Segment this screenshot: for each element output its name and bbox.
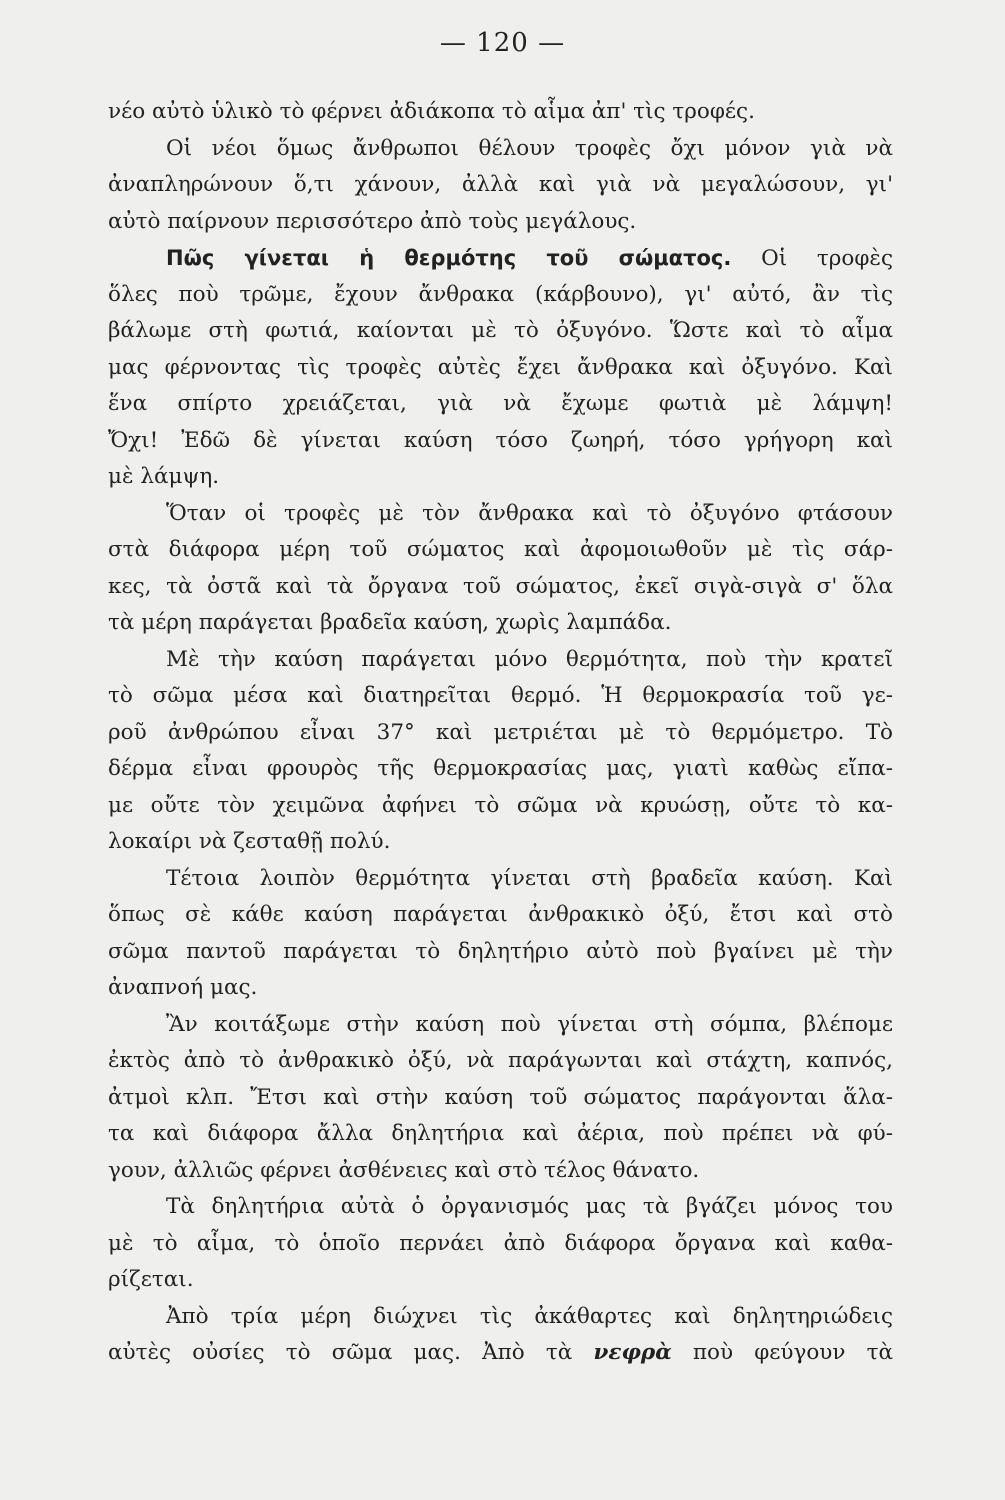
text-line: σῶμα παντοῦ παράγεται τὸ δηλητήριο αὐτὸ ποὺ βγαίνει μὲ τὴν [108,938,893,964]
section-heading: Πῶς γίνεται ἡ θερμότης τοῦ σώματος. [166,246,732,270]
page-number: — 120 — [439,28,566,58]
text-line: ἕνα σπίρτο χρειάζεται, γιὰ νὰ ἔχωμε φωτιὰ μὲ λάμψη! [108,391,893,416]
body-text [108,94,893,1372]
emphasized-term: νεφρὰ [593,1340,672,1365]
text-line: ὅλες ποὺ τρῶμε, ἔχουν ἄνθρακα (κάρβουνο), γι' αὐτό, ἂν τὶς [108,281,893,307]
text-line: Ὅταν οἱ τροφὲς μὲ τὸν ἄνθρακα καὶ τὸ ὀξυγόνο φτάσουν [166,500,893,526]
text-line: ἀναπνοή μας. [108,975,258,1000]
text-line: ἐκτὸς ἀπὸ τὸ ἀνθρακικὸ ὀξύ, νὰ παράγωνται καὶ στάχτη, καπνός, [108,1048,893,1073]
text-line: Ἂν κοιτάξωμε στὴν καύση ποὺ γίνεται στὴ σόμπα, βλέπομε [166,1011,893,1037]
text-line: Μὲ τὴν καύση παράγεται μόνο θερμότητα, ποὺ τὴν κρατεῖ [166,646,893,672]
text-run: Οἱ τροφὲς [731,246,893,271]
text-line: στὰ διάφορα μέρη τοῦ σώματος καὶ ἀφομοιωθοῦν μὲ τὶς σάρ- [108,537,893,562]
text-line: νέο αὐτὸ ὑλικὸ τὸ φέρνει ἀδιάκοπα τὸ αἷμα ἀπ' τὶς τροφές. [108,99,755,124]
text-line: ροῦ ἀνθρώπου εἶναι 37° καὶ μετριέται μὲ τὸ θερμόμετρο. Τὸ [108,719,893,745]
text-line: Οἱ νέοι ὅμως ἄνθρωποι θέλουν τροφὲς ὄχι μόνον γιὰ νὰ [166,135,893,161]
text-line: ἀναπληρώνουν ὅ,τι χάνουν, ἀλλὰ καὶ γιὰ νὰ μεγαλώσουν, γι' [108,172,893,197]
text-line: ρίζεται. [108,1267,194,1292]
text-line: Τὰ δηλητήρια αὐτὰ ὁ ὀργανισμός μας τὰ βγάζει μόνος του [166,1194,893,1219]
text-line: Ὄχι! Ἐδῶ δὲ γίνεται καύση τόσο ζωηρή, τόσο γρήγορη καὶ [108,427,893,453]
text-line: δέρμα εἶναι φρουρὸς τῆς θερμοκρασίας μας, γιατὶ καθὼς εἴπα- [108,756,893,781]
text-run: ποὺ φεύγουν τὰ [671,1340,894,1365]
text-line: κες, τὰ ὀστᾶ καὶ τὰ ὄργανα τοῦ σώματος, ἐκεῖ σιγὰ-σιγὰ σ' ὅλα [108,573,893,599]
text-line: λοκαίρι νὰ ζεσταθῇ πολύ. [108,829,391,854]
text-line: μας φέρνοντας τὶς τροφὲς αὐτὲς ἔχει ἄνθρακα καὶ ὀξυγόνο. Καὶ [108,354,893,380]
text-run: αὐτὲς οὐσίες τὸ σῶμα μας. Ἀπὸ τὰ [108,1340,594,1365]
text-line: μὲ τὸ αἷμα, τὸ ὁποῖο περνάει ἀπὸ διάφορα ὄργανα καὶ καθα- [108,1230,893,1256]
text-line: Τέτοια λοιπὸν θερμότητα γίνεται στὴ βραδεῖα καύση. Καὶ [166,865,893,891]
text-line: τὸ σῶμα μέσα καὶ διατηρεῖται θερμό. Ἡ θερμοκρασία τοῦ γε- [108,683,893,708]
text-line: ἀτμοὶ κλπ. Ἔτσι καὶ στὴν καύση τοῦ σώματος παράγονται ἅλα- [108,1084,893,1110]
text-line: αὐτὸ παίρνουν περισσότερο ἀπὸ τοὺς μεγάλους. [108,208,637,234]
text-line: με οὔτε τὸν χειμῶνα ἀφήνει τὸ σῶμα νὰ κρυώσῃ, οὔτε τὸ κα- [108,792,893,818]
text-line: ὅπως σὲ κάθε καύση παράγεται ἀνθρακικὸ ὀξύ, ἔτσι καὶ στὸ [108,902,893,927]
text-line [108,240,893,277]
text-line: Ἀπὸ τρία μέρη διώχνει τὶς ἀκάθαρτες καὶ δηλητηριώδεις [166,1303,893,1329]
text-line: μὲ λάμψη. [108,464,220,489]
text-line: τὰ μέρη παράγεται βραδεῖα καύση, χωρὶς λαμπάδα. [108,610,672,635]
text-line [108,1335,893,1372]
text-line: γουν, ἀλλιῶς φέρνει ἀσθένειες καὶ στὸ τέλος θάνατο. [108,1157,700,1183]
text-line: βάλωμε στὴ φωτιά, καίονται μὲ τὸ ὀξυγόνο. Ὥστε καὶ τὸ αἷμα [108,318,893,343]
text-line: τα καὶ διάφορα ἄλλα δηλητήρια καὶ ἀέρια, ποὺ πρέπει νὰ φύ- [108,1121,893,1146]
